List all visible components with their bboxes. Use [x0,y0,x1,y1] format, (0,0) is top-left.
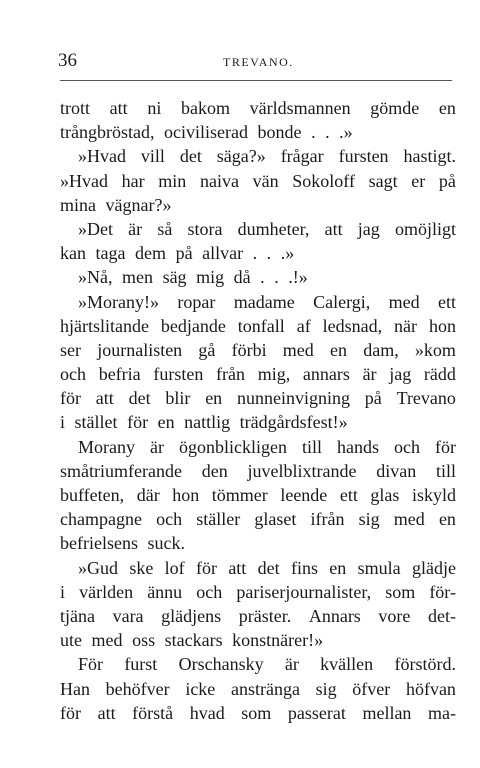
word: en [329,557,347,578]
text-line [60,507,456,531]
word: ögonblickligen [178,436,287,457]
word: är [128,218,143,239]
word: hjärtslitande [60,315,149,336]
word: ett [339,485,358,505]
word: den [201,460,228,481]
word: mig [196,267,229,288]
word: ma- [428,702,456,723]
word: på [438,170,456,191]
word: champagne [60,509,142,530]
word: Orschansky [178,654,264,675]
text-line [60,580,456,604]
word: sig [315,678,337,699]
text-line [60,556,456,580]
running-title: TREVANO. [223,55,294,69]
word: glädje [411,557,456,578]
word: behöfver [105,678,170,699]
word: det [179,146,202,167]
word: småtriumferande [60,460,182,481]
word: madame [233,291,295,312]
text-line [60,144,456,168]
text-line [60,701,456,725]
text-line [60,241,456,265]
text-line [60,410,456,434]
word: ropar [177,291,216,312]
word: min [158,170,187,191]
word: säga?» [216,146,266,167]
word: .!» [288,267,308,288]
word: förstörd. [394,654,456,675]
text-line [60,290,456,314]
text-line [60,628,456,652]
word: med [282,339,314,360]
word: »Det [78,218,113,239]
word: att [97,702,116,723]
text-line [60,677,456,701]
word: dumheter, [237,218,310,239]
word: ociviliserad [164,122,253,143]
word: och [60,364,86,385]
word: befrielsens [60,533,143,554]
word: Annars [308,605,361,626]
word: till [301,436,322,457]
word: ske [129,557,154,578]
text-line [60,193,456,217]
word: befria [98,364,141,385]
word: trångbröstad, [60,122,159,143]
word: gömde [370,98,420,118]
word: konstnärer!» [232,630,324,651]
word: till [435,460,456,481]
word: taga [95,243,131,264]
word: då [233,267,256,288]
word: stackars [164,630,228,651]
word: trott [60,98,90,118]
word: där [136,485,160,505]
word: för [127,412,153,433]
word: stället [74,412,123,433]
word: så [157,218,173,239]
word: »kom [414,339,456,360]
word: lof [164,557,185,578]
text-line [60,652,456,676]
word: trädgårdsfest!» [239,412,348,433]
word: för [60,388,81,409]
word: Calergi, [313,291,371,312]
word: fursten [153,364,204,385]
text-line [60,362,456,386]
word: af [296,315,311,336]
word: som [385,581,416,602]
word: jag [357,218,380,239]
word: är [284,654,299,675]
word: gå [198,339,216,360]
word: .» [280,243,295,264]
word: sagt [368,170,398,191]
word: buffeten, [60,485,125,505]
word: annars [302,364,350,385]
word: att [324,218,343,239]
word: för [434,436,456,457]
word: vill [140,146,165,167]
word: ser [60,339,81,360]
word: är [362,364,377,385]
word: sig [358,509,380,530]
word: »Nå, [78,267,117,288]
word: mina [60,194,101,215]
word: höfvan [405,678,456,699]
word: mellan [362,702,412,723]
word: juvelblixtrande [247,460,357,481]
word: har [121,170,145,191]
word: Morany [78,436,135,457]
word: världen [79,581,134,602]
word: tömmer [211,485,268,505]
text-line [60,96,456,120]
word: ni [147,98,162,118]
word: en [438,509,456,530]
word: det [257,557,280,578]
word: med [91,630,128,651]
word: ifrån [310,509,345,530]
word: vore [378,605,411,626]
word: vän [252,170,279,191]
word: för- [429,581,456,602]
word: det- [428,605,456,626]
word: är [150,436,164,457]
word: .» [339,122,353,143]
word: bakom [180,98,230,118]
text-line [60,435,456,459]
word: ställer [196,509,241,530]
text-line [60,217,456,241]
word: . [266,243,276,264]
word: ännu [147,581,183,602]
word: smula [357,557,401,578]
word: öfver [352,678,391,699]
word: pariserjournalister, [236,581,372,602]
word: ute [60,630,87,651]
word: ett [437,291,456,312]
word: glas [370,485,400,505]
word: i [60,581,66,602]
word: vägnar?» [105,194,172,215]
word: . [252,243,262,264]
word: hon [428,315,456,336]
word: men [122,267,158,288]
word: fins [290,557,318,578]
word: Trevano [396,388,456,409]
word: förbi [231,339,267,360]
running-head [58,50,458,74]
word: iskyld [411,485,456,505]
text-line [60,338,456,362]
word: . [274,267,284,288]
word: hastigt. [403,146,456,167]
word: rädd [423,364,456,385]
word: en [330,339,347,360]
word: att [109,98,128,118]
word: kvällen [320,654,374,675]
word: ledsnad, [322,315,383,336]
word: »Hvad [78,146,126,167]
word: För [78,654,104,675]
word: och [393,436,420,457]
word: »Hvad [60,170,108,191]
word: att [228,557,247,578]
word: tonfall [237,315,285,336]
word: en [205,388,223,409]
word: hvad [189,702,225,723]
text-line [60,604,456,628]
word: frågar [280,146,324,167]
word: suck. [147,533,185,554]
word: stora [187,218,223,239]
text-line [60,386,456,410]
word: för [195,557,217,578]
word: er [411,170,426,191]
word: omöjligt [394,218,456,239]
word: dem [135,243,171,264]
word: och [196,581,223,602]
word: hands [336,436,379,457]
word: för [60,702,81,723]
word: i [60,412,70,433]
word: . [325,122,335,143]
text-line [60,169,456,193]
word: på [175,243,198,264]
word: jag [389,364,412,385]
word: mig, [257,364,291,385]
word: från [216,364,245,385]
word: med [393,509,425,530]
text-line [60,120,456,144]
word: en [438,98,456,118]
word: passerat [287,702,346,723]
word: dam, [363,339,399,360]
word: förstå [132,702,174,723]
body-text [60,96,456,725]
word: naiva [199,170,239,191]
word: blir [165,388,191,409]
word: Sokoloff [292,170,355,191]
text-line [60,483,456,507]
word: glädjens [161,605,222,626]
word: bedjande [160,315,226,336]
word: »Morany!» [78,291,159,312]
word: hon [172,485,200,505]
word: . [311,122,321,143]
text-line [60,459,456,483]
page-number: 36 [58,50,77,71]
text-line [60,531,456,555]
word: säg [162,267,192,288]
word: oss [132,630,160,651]
word: divan [376,460,417,481]
header-rule [60,80,452,81]
word: fursten [338,146,389,167]
word: bonde [257,122,307,143]
word: nunneinvigning [236,388,350,409]
word: kan [60,243,91,264]
word: allvar [202,243,248,264]
word: en [157,412,180,433]
text-line [60,314,456,338]
text-line [60,265,456,289]
word: vara [112,605,144,626]
word: världsmannen [249,98,351,118]
word: furst [124,654,158,675]
word: icke [185,678,216,699]
word: på [364,388,382,409]
word: att [95,388,114,409]
word: med [388,291,420,312]
word: när [394,315,418,336]
word: . [260,267,270,288]
word: journalisten [97,339,183,360]
word: nattlig [184,412,235,433]
word: tjäna [60,605,95,626]
word: Han [60,678,90,699]
word: präster. [238,605,292,626]
word: anstränga [230,678,300,699]
word: glaset [254,509,297,530]
word: och [156,509,183,530]
word: som [241,702,272,723]
word: det [128,388,151,409]
word: »Gud [78,557,118,578]
word: leende [280,485,328,505]
